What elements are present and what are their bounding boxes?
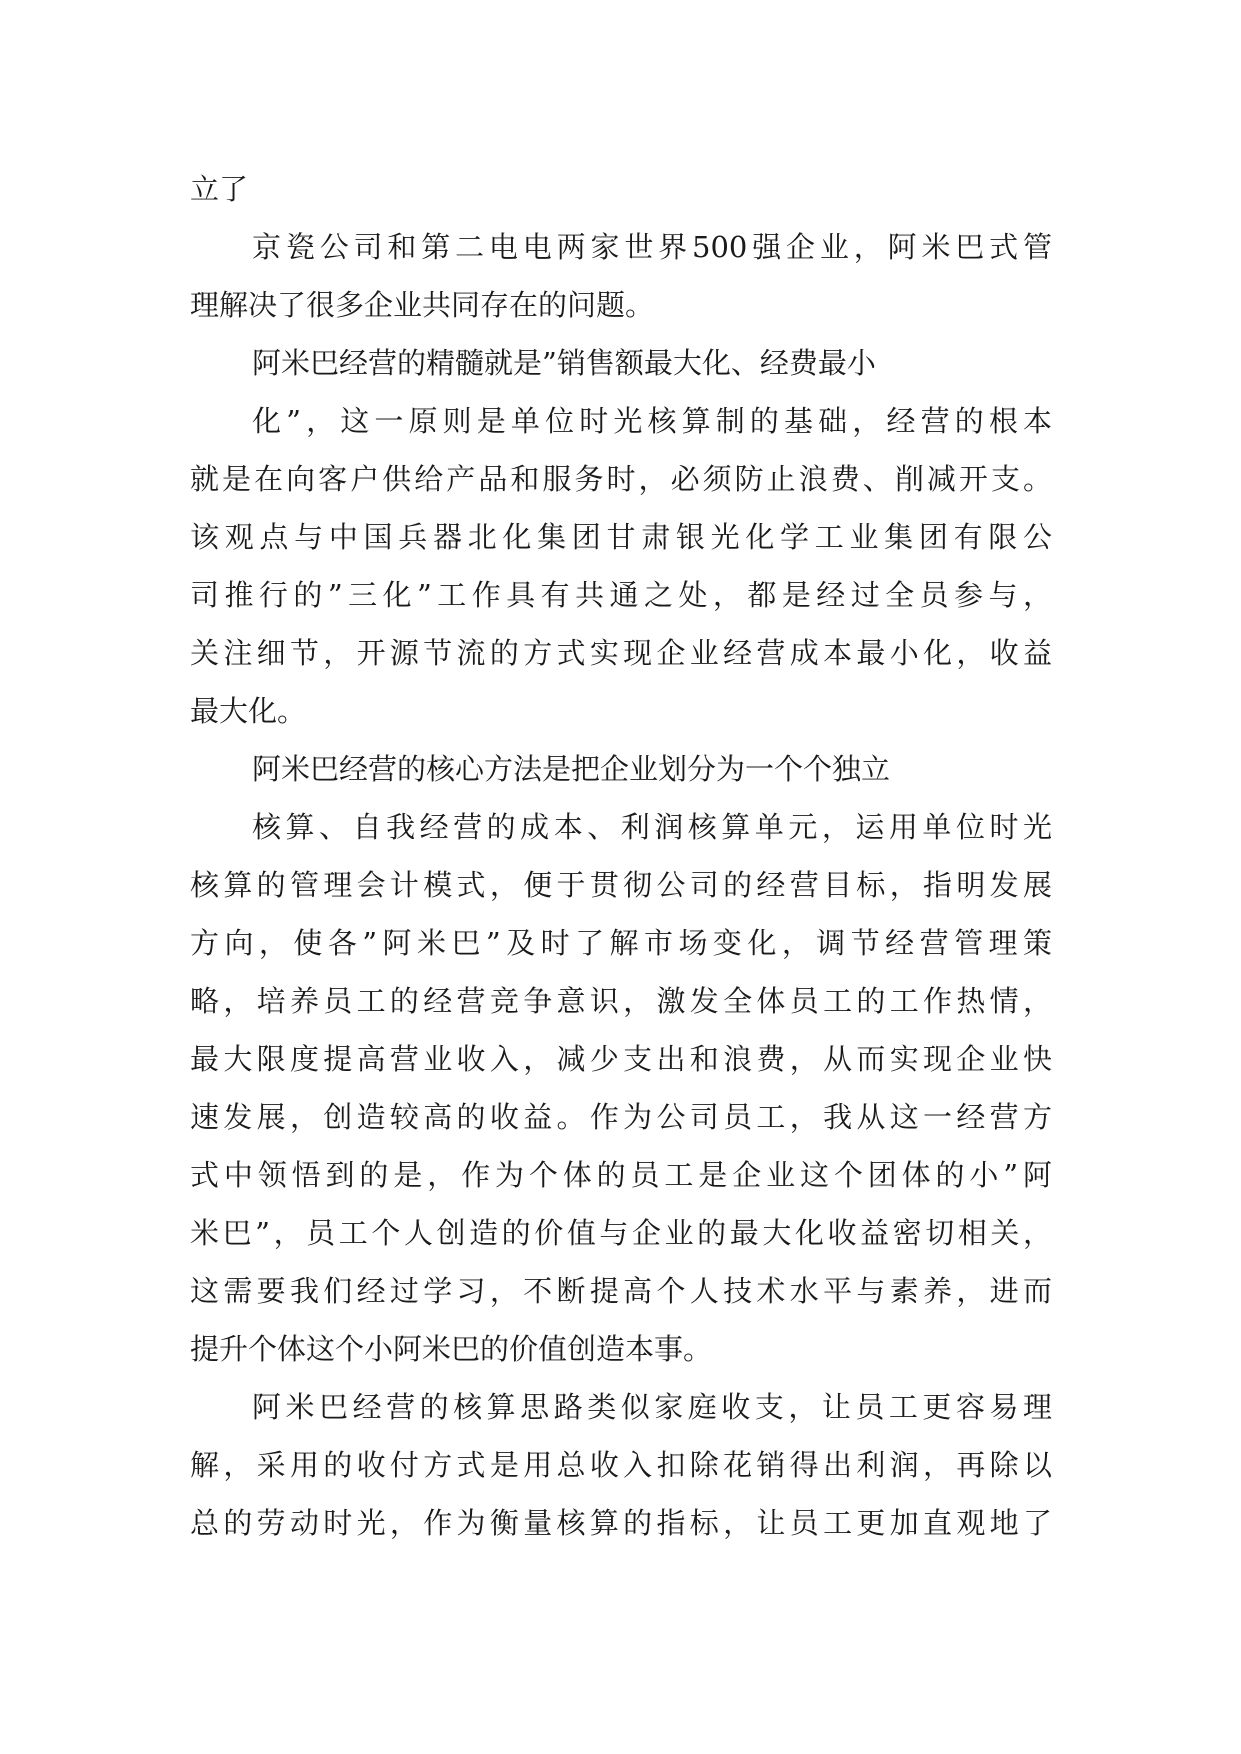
document-body bbox=[190, 160, 1052, 1552]
text-line: 化”，这一原则是单位时光核算制的基础，经营的根本 bbox=[252, 404, 1052, 438]
text-line: 就是在向客户供给产品和服务时，必须防止浪费、削减开支。 bbox=[190, 462, 1052, 496]
text-line: 立了 bbox=[190, 172, 249, 206]
text-line: 总的劳动时光，作为衡量核算的指标，让员工更加直观地了 bbox=[190, 1506, 1052, 1540]
text-line: 速发展，创造较高的收益。作为公司员工，我从这一经营方 bbox=[190, 1100, 1052, 1134]
text-line: 方向，使各”阿米巴”及时了解市场变化，调节经营管理策 bbox=[190, 926, 1052, 960]
text-line: 式中领悟到的是，作为个体的员工是企业这个团体的小”阿 bbox=[190, 1158, 1052, 1192]
text-line: 最大化。 bbox=[190, 694, 307, 728]
text-line: 该观点与中国兵器北化集团甘肃银光化学工业集团有限公 bbox=[190, 520, 1052, 554]
text-line: 最大限度提高营业收入，减少支出和浪费，从而实现企业快 bbox=[190, 1042, 1052, 1076]
text-line: 关注细节，开源节流的方式实现企业经营成本最小化，收益 bbox=[190, 636, 1052, 670]
text-line: 略，培养员工的经营竞争意识，激发全体员工的工作热情， bbox=[190, 984, 1052, 1018]
text-line: 核算、自我经营的成本、利润核算单元，运用单位时光 bbox=[252, 810, 1052, 844]
text-line: 阿米巴经营的精髓就是”销售额最大化、经费最小 bbox=[252, 346, 876, 380]
text-line: 阿米巴经营的核心方法是把企业划分为一个个独立 bbox=[252, 752, 891, 786]
text-line: 这需要我们经过学习，不断提高个人技术水平与素养，进而 bbox=[190, 1274, 1052, 1308]
text-line: 京瓷公司和第二电电两家世界500强企业，阿米巴式管 bbox=[252, 230, 1052, 264]
text-line: 解，采用的收付方式是用总收入扣除花销得出利润，再除以 bbox=[190, 1448, 1052, 1482]
text-line: 提升个体这个小阿米巴的价值创造本事。 bbox=[190, 1332, 713, 1366]
text-line: 阿米巴经营的核算思路类似家庭收支，让员工更容易理 bbox=[252, 1390, 1052, 1424]
text-line: 理解决了很多企业共同存在的问题。 bbox=[190, 288, 655, 322]
text-line: 米巴”，员工个人创造的价值与企业的最大化收益密切相关， bbox=[190, 1216, 1052, 1250]
text-line: 司推行的”三化”工作具有共通之处，都是经过全员参与， bbox=[190, 578, 1052, 612]
text-line: 核算的管理会计模式，便于贯彻公司的经营目标，指明发展 bbox=[190, 868, 1052, 902]
